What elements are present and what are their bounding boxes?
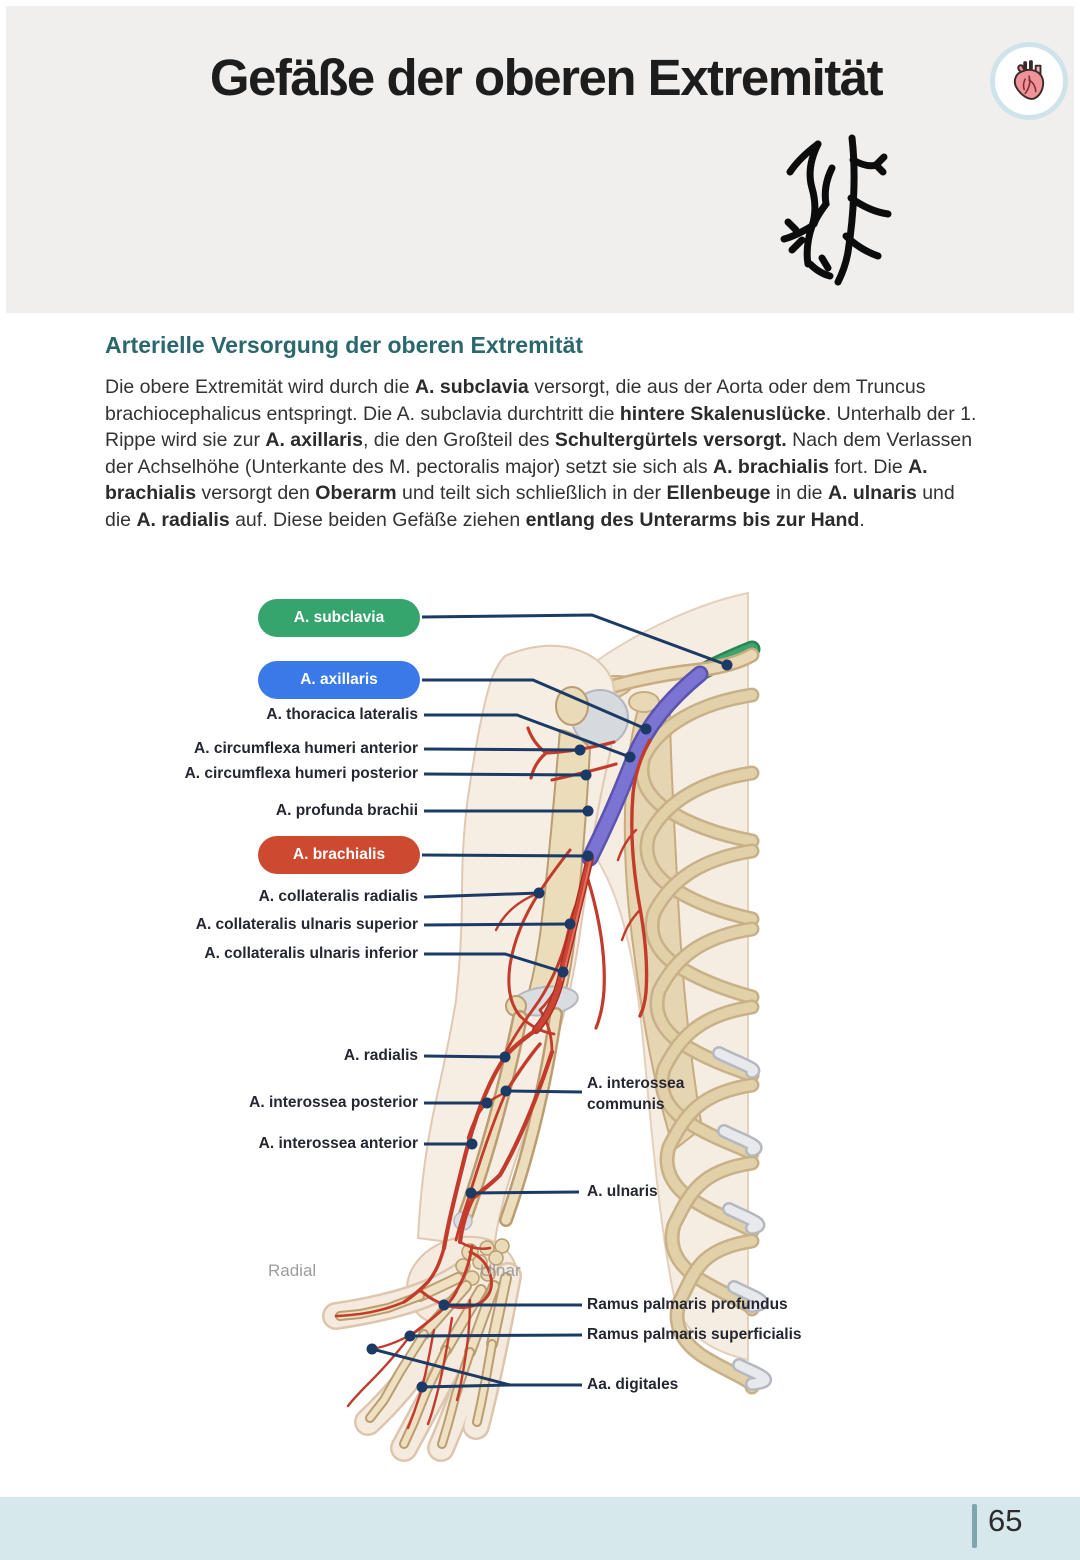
diagram-label-interossea-anterior: A. interossea anterior [258,1135,418,1152]
page-number: 65 [988,1503,1023,1538]
intro-segment: und die [105,482,955,531]
intro-segment: A. subclavia [414,376,529,398]
intro-segment: Die obere Extremität wird durch die [105,376,415,398]
intro-segment: Oberarm [315,482,397,504]
section-heading: Arterielle Versorgung der oberen Extremität [105,332,584,358]
intro-segment: Ellenbeuge [666,482,771,504]
pill-label-axillaris: A. axillaris [258,661,420,699]
side-label-ulnar: Ulnar [480,1261,521,1280]
diagram-label-ramus-palmaris-profundus: Ramus palmaris profundus [587,1296,788,1313]
diagram-label-ramus-palmaris-superficialis: Ramus palmaris superficialis [587,1326,802,1343]
intro-segment: Schultergürtels versorgt. [554,429,787,451]
pill-label-brachialis: A. brachialis [258,836,420,874]
intro-segment: A. radialis [136,508,230,531]
diagram-label-circumflexa-anterior: A. circumflexa humeri anterior [194,740,418,757]
intro-segment: A. brachialis [105,455,928,504]
diagram-label-interossea-communis: A. interossea communis [587,1075,685,1113]
diagram-label-aa-digitales: Aa. digitales [587,1376,679,1393]
intro-segment: , die den Großteil des [362,429,555,451]
intro-segment: . Unterhalb der 1. Rippe wird sie zur [105,402,977,451]
diagram-label-circumflexa-posterior: A. circumflexa humeri posterior [184,765,418,782]
diagram-label-ulnaris: A. ulnaris [587,1183,658,1200]
intro-segment: Nach dem Verlassen der Achselhöhe (Unterkante des M. pectoralis major) setzt sie sich als [105,429,973,478]
intro-segment: in die [770,482,828,504]
intro-segment: A. brachialis [713,455,829,478]
diagram-label-interossea-posterior: A. interossea posterior [249,1094,418,1111]
diagram-label-radialis: A. radialis [343,1047,418,1064]
page-footer [0,1497,1080,1560]
intro-segment: fort. Die [828,455,909,478]
intro-segment: auf. Diese beiden Gefäße ziehen [229,508,526,531]
pill-label-subclavia: A. subclavia [258,599,420,637]
intro-segment: versorgt den [196,482,316,504]
intro-segment: A. ulnaris [827,482,917,504]
intro-segment: hintere Skalenuslücke [619,402,826,425]
footer-accent-bar [972,1504,977,1548]
diagram-label-profunda-brachii: A. profunda brachii [275,802,418,819]
page-title: Gefäße der oberen Extremität [209,49,883,106]
diagram-label-collateralis-ulnaris-sup: A. collateralis ulnaris superior [195,916,418,933]
diagram-label-collateralis-radialis: A. collateralis radialis [258,888,418,905]
intro-segment: und teilt sich schließlich in der [396,482,667,504]
diagram-label-thoracica-lateralis: A. thoracica lateralis [266,706,418,723]
intro-segment: versorgt, die aus der Aorta oder dem Truncus brachiocephalicus entspringt. Die A. subclavia durchtritt die [105,376,926,425]
diagram-label-collateralis-ulnaris-inf: A. collateralis ulnaris inferior [204,945,418,962]
side-label-radial: Radial [268,1261,317,1280]
intro-segment: entlang des Unterarms bis zur Hand [525,508,860,531]
intro-segment: . [859,508,865,531]
intro-segment: A. axillaris [265,429,363,451]
